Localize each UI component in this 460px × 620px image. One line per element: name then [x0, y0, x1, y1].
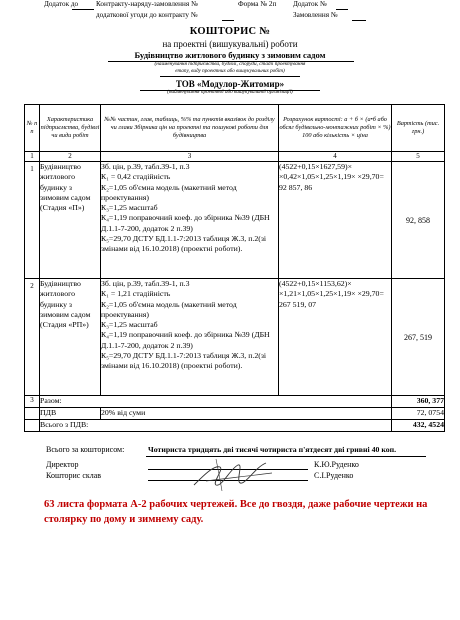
grand-total-row [25, 420, 445, 432]
ref-label: Додаток до [44, 0, 79, 8]
header-cost: Вартість (тис. грн.) [392, 105, 445, 152]
reference-line: К₂=1,05 об'ємна модель (макетний метод проектування) [101, 299, 237, 319]
row-description: Будівництво житлового будинку з зимовим садом (Стадия «РП») [40, 279, 101, 396]
reference-line: К₄=1,19 поправочний коеф. до збірника №39 (ДБН Д.1.1-7-200, додаток 2 п.39) [101, 213, 270, 233]
row-cost: 92, 858 [392, 162, 445, 279]
total-value: 360, 377 [392, 396, 445, 408]
header-reference: №№ частин, глав, таблиць, %% та пунктів вказівок до розділу чи глави Збірника цін на проектні та пошукові роботи для будівництва [101, 105, 279, 152]
header-num: № п п [25, 105, 40, 152]
total-label: Разом: [40, 396, 392, 408]
row-num: 2 [25, 279, 40, 396]
engineer-label: Кошторис склав [46, 471, 102, 480]
reference-line: К₅=29,70 ДСТУ БД.1.1-7:2013 таблиця Ж.3, п.2(зі змінами від 16.10.2018) (проектні роботи). [101, 350, 267, 371]
header-calculation: Розрахунок вартості: а + б × (а•б або обсяг будівельно-монтажних робіт × %) 100 або кількість × ціна [279, 105, 392, 152]
note-text: 63 листа формата А-2 рабочих чертежей. Все до гвоздя, даже рабочие чертежи на столярку по дому и зимнему саду. [44, 499, 428, 526]
reference-line: К₄=1,19 поправочний коеф. до збірника №39 (ДБН Д.1.1-7-200, додаток 2 п.39) [101, 330, 270, 350]
total-row [25, 396, 445, 408]
sum-in-words: Чотириста тридцять дві тисячі чотириста п'ятдесят дві гривні 40 коп. [148, 445, 397, 454]
row-reference [101, 279, 279, 396]
header-object: Характеристика підприємства, будівлі чи види робіт [40, 105, 101, 152]
table-row [25, 279, 445, 396]
vat-value: 72, 0754 [392, 408, 445, 420]
vat-row [25, 408, 445, 420]
director-label: Директор [46, 460, 79, 469]
vat-label: ПДВ [40, 408, 101, 420]
company-note-1: (найменування проектної або вишукувальної організації) [167, 89, 293, 95]
contract-sub-label: додаткової угоди до контракту № [96, 11, 198, 19]
row-calculation: (4522+0,15×1627,59)× ×0,42×1,05×1,25×1,19× ×29,70= 92 857, 86 [279, 162, 392, 279]
row-calculation: (4522+0,15×1153,62)× ×1,21×1,05×1,25×1,19× ×29,70= 267 519, 07 [279, 279, 392, 396]
row-description: Будівництво житлового будинку з зимовим садом (Стадия «П») [40, 162, 101, 279]
reference-line: К₁ = 0,42 стадійність [101, 172, 171, 182]
col-number: 3 [101, 152, 279, 162]
object-note-1: (найменування підприємства, будівлі, споруди, стадії проектування [154, 61, 306, 67]
total-num: 3 [25, 396, 40, 408]
reference-line: К₃=1,25 масштаб [101, 203, 158, 213]
reference-line: К₂=1,05 об'ємна модель (макетний метод проектування) [101, 182, 237, 202]
row-cost: 267, 519 [392, 279, 445, 396]
signature-image [186, 455, 276, 495]
reference-line: К₁ = 1,21 стадійність [101, 289, 171, 299]
reference-line: К₅=29,70 ДСТУ БД.1.1-7:2013 таблиця Ж.3, п.2(зі змінами від 16.10.2018) (проектні роботи). [101, 233, 267, 254]
reference-line: К₃=1,25 масштаб [101, 320, 158, 330]
col-number: 1 [25, 152, 40, 162]
director-name: К.Ю.Руденко [314, 460, 359, 469]
object-note-2: етапу, виду проектних або вишукувальних робіт) [175, 68, 285, 74]
sum-label: Всього за кошторисом: [46, 445, 125, 454]
order-label: Замовлення № [293, 11, 338, 19]
grand-value: 432, 4524 [392, 420, 445, 432]
row-reference [101, 162, 279, 279]
row-num: 1 [25, 162, 40, 279]
estimate-title: КОШТОРИС № [189, 26, 271, 37]
form-label: Форма № 2п [238, 0, 277, 8]
vat-basis: 20% від суми [101, 408, 392, 420]
reference-line: Зб. цін, р.39, табл.39-1, п.3 [101, 162, 190, 171]
appendix-label: Додаток № [293, 0, 327, 8]
col-number: 5 [392, 152, 445, 162]
reference-line: Зб. цін, р.39, табл.39-1, п.3 [101, 279, 190, 288]
table-header-row [25, 105, 445, 152]
col-number: 4 [279, 152, 392, 162]
object-name: Будівництво житлового будинку з зимовим садом [134, 50, 326, 60]
estimate-table [24, 104, 445, 432]
column-number-row [25, 152, 445, 162]
contract-label: Контракту-наряду-замовлення № [96, 0, 198, 8]
engineer-name: С.І.Руденко [314, 471, 354, 480]
document-header [0, 1, 460, 23]
estimate-subtitle: на проектні (вишукувальні) роботи [162, 39, 298, 49]
company-name: ТОВ «Модулор-Житомир» [175, 79, 285, 89]
grand-label: Всього з ПДВ: [40, 420, 392, 432]
col-number: 2 [40, 152, 101, 162]
table-row [25, 162, 445, 279]
